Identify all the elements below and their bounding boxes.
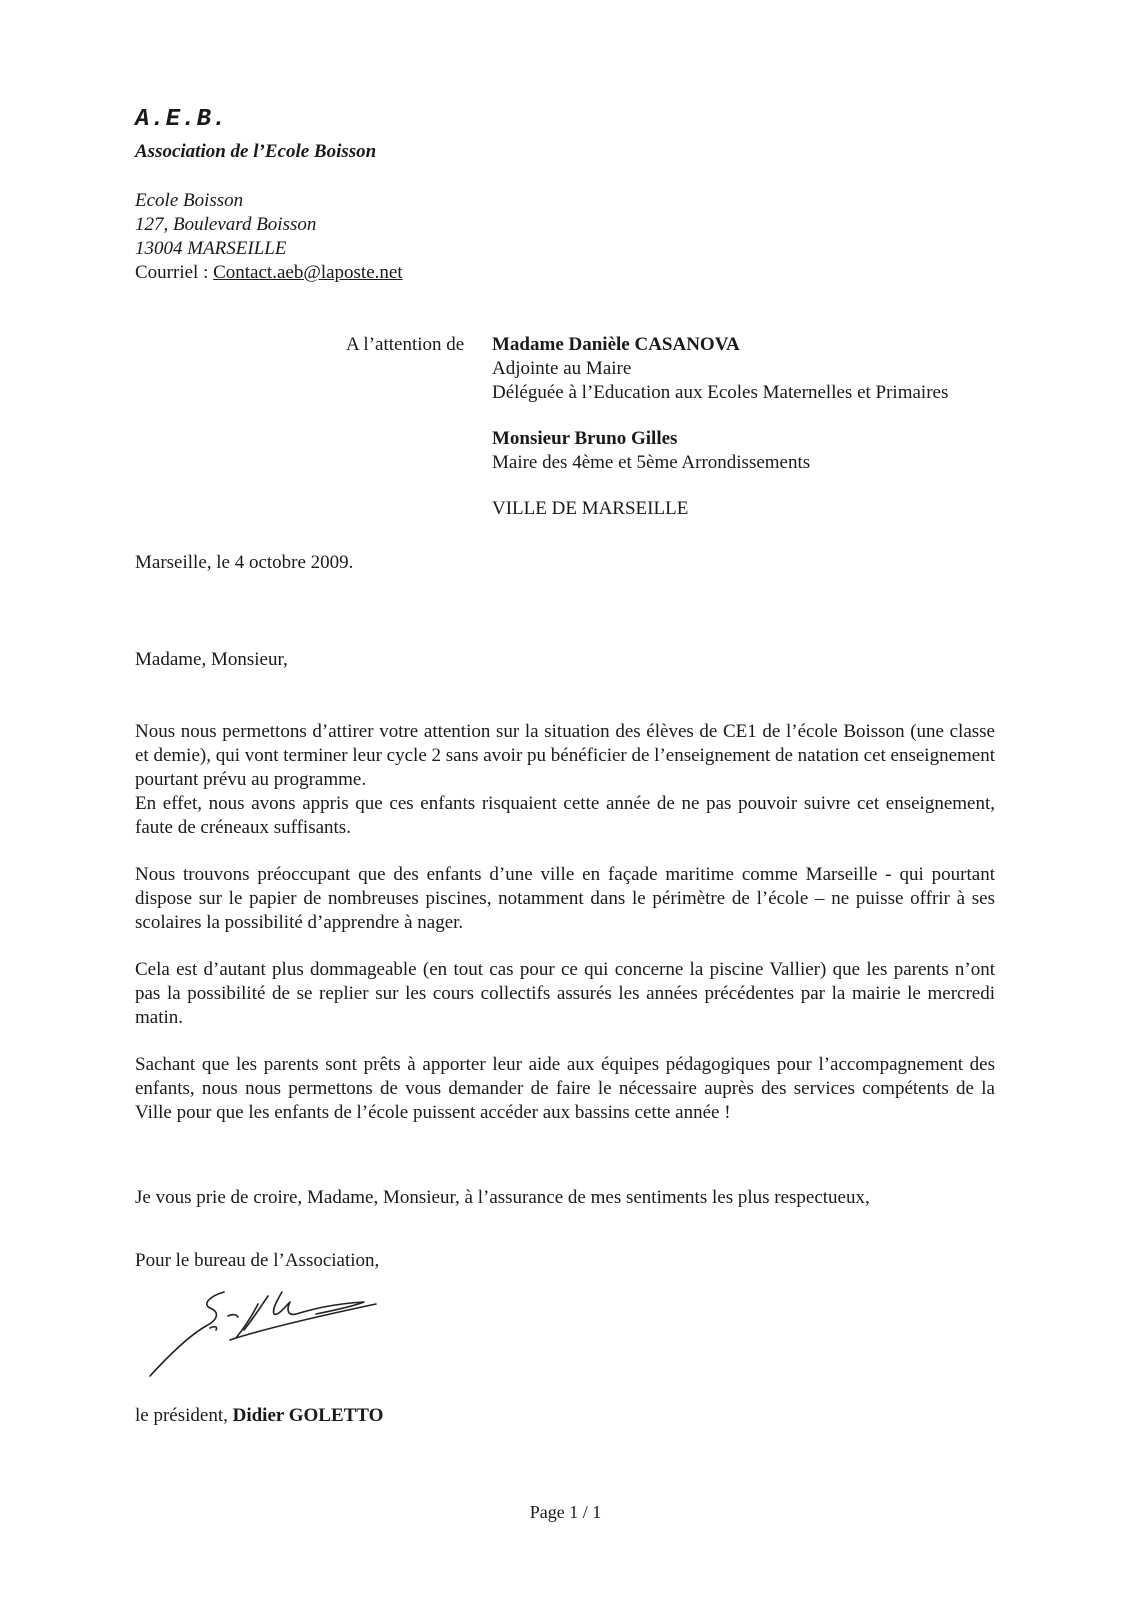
org-code: A.E.B.	[135, 106, 228, 133]
body-paragraph-4: Sachant que les parents sont prêts à apporter leur aide aux équipes pédagogiques pour l’accompagnement des enfants, nous nous permettons de vous demander de faire le nécessaire auprès des services compétents de la Ville pour que les enfants de l’école puissent accéder aux bassins cette année !	[135, 1054, 995, 1123]
signatory-role: le président,	[135, 1405, 233, 1426]
sender-address	[135, 189, 403, 285]
recipient-1-title-1: Adjointe au Maire	[492, 358, 632, 379]
body-paragraph-1	[135, 720, 995, 840]
body-paragraph-1a: Nous nous permettons d’attirer votre attention sur la situation des élèves de CE1 de l’école Boisson (une classe et demie), qui vont terminer leur cycle 2 sans avoir pu bénéficier de l’enseignement de natation cet enseignement pourtant prévu au programme.	[135, 721, 995, 790]
attention-label: A l’attention de	[346, 334, 465, 355]
signatory-line	[135, 1404, 383, 1428]
salutation: Madame, Monsieur,	[135, 649, 288, 670]
body-paragraph-3: Cela est d’autant plus dommageable (en tout cas pour ce qui concerne la piscine Vallier) que les parents n’ont pas la possibilité de se replier sur les cours collectifs assurés les années précédentes par la mairie le mercredi matin.	[135, 959, 995, 1028]
body-paragraph-1b: En effet, nous avons appris que ces enfants risquaient cette année de ne pas pouvoir suivre cet enseignement, faute de créneaux suffisants.	[135, 793, 995, 838]
email-label: Courriel :	[135, 262, 214, 283]
sender-line-2: 127, Boulevard Boisson	[135, 214, 317, 235]
sender-line-1: Ecole Boisson	[135, 190, 244, 211]
recipient-city: VILLE DE MARSEILLE	[492, 498, 689, 519]
signatory-name: Didier GOLETTO	[232, 1405, 384, 1426]
sign-off: Pour le bureau de l’Association,	[135, 1250, 380, 1271]
letter-date: Marseille, le 4 octobre 2009.	[135, 552, 354, 573]
recipient-2-title: Maire des 4ème et 5ème Arrondissements	[492, 452, 811, 473]
handwritten-signature	[140, 1290, 390, 1397]
closing-formula: Je vous prie de croire, Madame, Monsieur, à l’assurance de mes sentiments les plus respectueux,	[135, 1187, 870, 1208]
recipient-2-name: Monsieur Bruno Gilles	[492, 428, 678, 449]
recipient-1-name: Madame Danièle CASANOVA	[492, 334, 740, 355]
page-number: Page 1 / 1	[529, 1502, 602, 1522]
sender-line-3: 13004 MARSEILLE	[135, 238, 287, 259]
sender-email-line	[135, 261, 403, 285]
recipient-1-title-2: Déléguée à l’Education aux Ecoles Maternelles et Primaires	[492, 382, 949, 403]
org-name: Association de l’Ecole Boisson	[135, 141, 377, 162]
email-link[interactable]: Contact.aeb@laposte.net	[213, 262, 403, 283]
recipients-block	[492, 333, 948, 521]
body-paragraph-2: Nous trouvons préoccupant que des enfants d’une ville en façade maritime comme Marseille - qui pourtant dispose sur le papier de nombreuses piscines, notamment dans le périmètre de l’école – ne puisse offrir à ses scolaires la possibilité d’apprendre à nager.	[135, 864, 995, 933]
